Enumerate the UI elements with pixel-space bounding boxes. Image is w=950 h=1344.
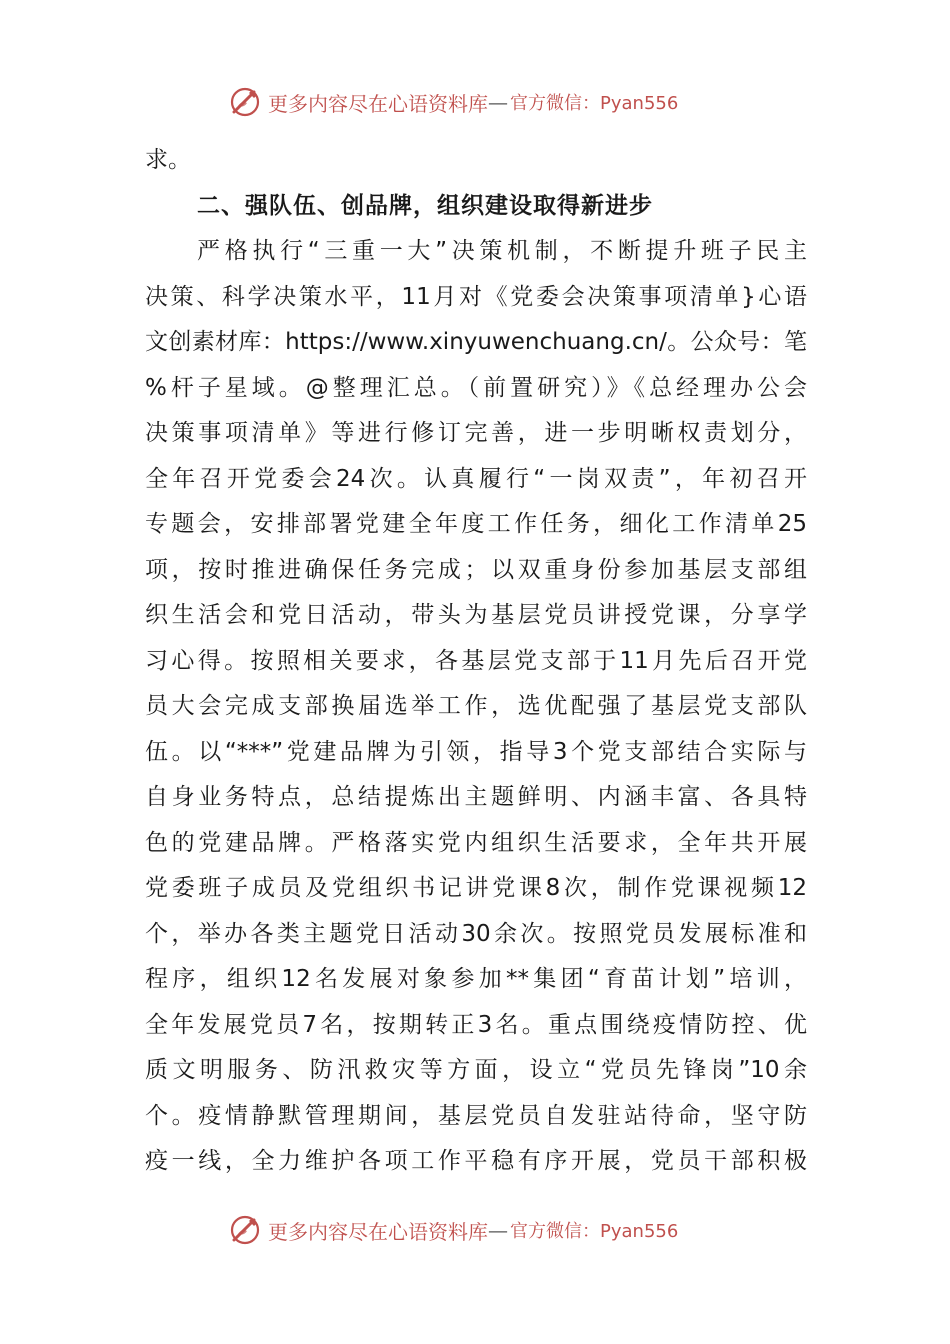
text-line: 项，按时推进确保任务完成；以双重身份参加基层支部组 <box>145 556 807 583</box>
text-line: %杆子星域。@整理汇总。（前置研究）》《总经理办公会 <box>145 374 807 401</box>
text-line: 伍。以“***”党建品牌为引领，指导3个党支部结合实际与 <box>145 738 807 765</box>
text-line: 求。 <box>145 147 191 173</box>
watermark-banner-top <box>228 84 748 120</box>
watermark-site-text: 更多内容尽在心语资料库 <box>268 91 488 116</box>
document-body <box>145 138 807 1185</box>
pen-circle-logo-icon <box>228 85 262 119</box>
text-line: 党委班子成员及党组织书记讲党课8次，制作党课视频12 <box>145 875 807 901</box>
text-line: 习心得。按照相关要求，各基层党支部于11月先后召开党 <box>145 647 807 674</box>
text-line: 个。疫情静默管理期间，基层党员自发驻站待命，坚守防 <box>145 1102 807 1129</box>
watermark-wechat-text: 官方微信：Pyan556 <box>510 1221 679 1242</box>
pen-circle-logo-icon <box>228 1213 262 1247</box>
text-line: 织生活会和党日活动，带头为基层党员讲授党课，分享学 <box>145 602 807 628</box>
text-line: 色的党建品牌。严格落实党内组织生活要求，全年共开展 <box>145 829 807 856</box>
text-line: 决策、科学决策水平，11月对《党委会决策事项清单}心语 <box>145 283 807 310</box>
text-line: 疫一线，全力维护各项工作平稳有序开展，党员干部积极 <box>145 1148 807 1174</box>
text-line: 个，举办各类主题党日活动30余次。按照党员发展标准和 <box>145 920 807 947</box>
watermark-wechat-text: 官方微信：Pyan556 <box>510 93 679 114</box>
text-line: 员大会完成支部换届选举工作，选优配强了基层党支部队 <box>145 693 807 719</box>
text-line: 质文明服务、防汛救灾等方面，设立“党员先锋岗”10余 <box>145 1057 807 1083</box>
text-line: 决策事项清单》等进行修订完善，进一步明晰权责划分， <box>145 420 807 446</box>
watermark-site-text: 更多内容尽在心语资料库 <box>268 1219 488 1244</box>
text-line: 程序，组织12名发展对象参加**集团“育苗计划”培训， <box>145 966 807 992</box>
text-line: 文创素材库：https://www.xinyuwenchuang.cn/。公众号：笔 <box>145 329 807 355</box>
text-line: 全年召开党委会24次。认真履行“一岗双责”，年初召开 <box>145 465 807 492</box>
text-line: 全年发展党员7名，按期转正3名。重点围绕疫情防控、优 <box>145 1011 807 1038</box>
watermark-banner-bottom <box>228 1212 748 1248</box>
text-line: 专题会，安排部署党建全年度工作任务，细化工作清单25 <box>145 511 807 537</box>
text-line: 自身业务特点，总结提炼出主题鲜明、内涵丰富、各具特 <box>145 784 807 810</box>
section-heading: 二、强队伍、创品牌，组织建设取得新进步 <box>197 192 653 219</box>
paragraph-first-line: 严格执行“三重一大”决策机制，不断提升班子民主 <box>197 238 807 264</box>
watermark-separator: — <box>488 90 508 114</box>
watermark-separator: — <box>488 1218 508 1242</box>
